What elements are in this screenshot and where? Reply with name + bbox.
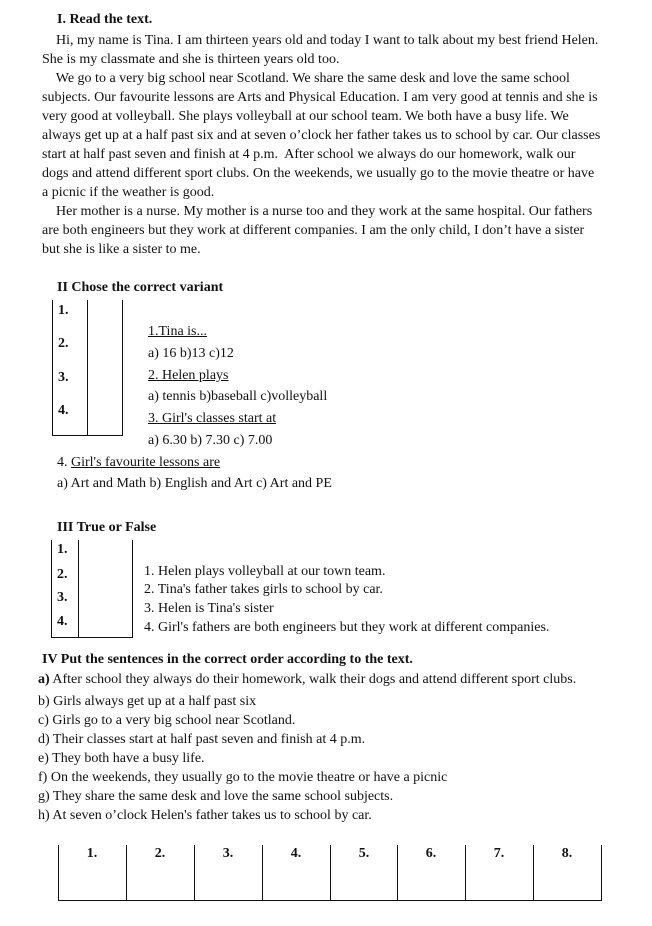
answer-input-2[interactable] (90, 332, 124, 358)
question-4-number: 4. (57, 455, 71, 470)
sentence-letter: f) (38, 770, 48, 785)
statement-3: 3. Helen is Tina's sister (144, 601, 274, 616)
question-3-options: a) 6.30 b) 7.30 c) 7.00 (148, 433, 273, 448)
column-number: 4. (290, 846, 302, 861)
row-number: 4. (58, 403, 69, 418)
text-line: dogs and attend different sport clubs. On the weekends, we usually go to the movie theatre or have (42, 166, 595, 181)
row-number: 1. (57, 542, 68, 557)
true-false-input-1[interactable] (81, 539, 133, 563)
text-line: very good at volleyball. She plays volleyball at our school team. We both have a busy life. We (42, 109, 569, 124)
row-number: 4. (57, 614, 68, 629)
order-answer-input-1[interactable] (61, 868, 127, 898)
question-2: 2. Helen plays (148, 368, 229, 383)
column-number: 8. (561, 846, 573, 861)
row-number: 3. (58, 370, 69, 385)
section-1-title: I. Read the text. (57, 12, 153, 27)
sentence-item (38, 731, 365, 749)
sentence-text: Girls always get up at a half past six (49, 694, 257, 709)
sentence-item (38, 712, 295, 730)
text-line: Hi, my name is Tina. I am thirteen years old and today I want to talk about my best friend Helen. (42, 33, 599, 48)
text-line: but she is like a sister to me. (42, 242, 201, 257)
sentence-text: They share the same desk and love the same school subjects. (49, 789, 394, 804)
sentence-letter: d) (38, 732, 50, 747)
table-border (51, 540, 52, 638)
table-border (52, 435, 123, 436)
column-number: 2. (154, 846, 166, 861)
statement-1: 1. Helen plays volleyball at our town team. (144, 564, 386, 579)
order-answer-input-7[interactable] (468, 868, 534, 898)
row-number: 1. (58, 303, 69, 318)
question-4-text: Girl's favourite lessons are (71, 455, 221, 470)
sentence-letter: e) (38, 751, 49, 766)
sentence-item (38, 671, 576, 689)
sentence-letter: h) (38, 808, 50, 823)
order-answer-input-2[interactable] (129, 868, 195, 898)
section-3-title: III True or False (57, 520, 157, 535)
order-answer-input-6[interactable] (400, 868, 466, 898)
section-2-title: II Chose the correct variant (57, 280, 224, 295)
answer-input-3[interactable] (90, 366, 124, 392)
true-false-input-3[interactable] (81, 587, 133, 611)
sentence-text: On the weekends, they usually go to the movie theatre or have a picnic (47, 770, 448, 785)
column-number: 3. (222, 846, 234, 861)
statement-2: 2. Tina's father takes girls to school by car. (144, 582, 383, 597)
sentence-letter: c) (38, 713, 49, 728)
sentence-text: Girls go to a very big school near Scotland. (48, 713, 296, 728)
sentence-text: After school they always do their homework, walk their dogs and attend different sport clubs. (49, 672, 577, 687)
text-line: a picnic if the weather is good. (42, 185, 215, 200)
sentence-text: They both have a busy life. (48, 751, 205, 766)
question-4 (57, 454, 220, 472)
question-3: 3. Girl's classes start at (148, 411, 277, 426)
sentence-item (38, 693, 256, 711)
true-false-input-4[interactable] (81, 611, 133, 635)
section-4-title: IV Put the sentences in the correct order according to the text. (42, 652, 413, 667)
table-border (51, 637, 133, 638)
table-border (58, 900, 602, 901)
sentence-item (38, 750, 205, 768)
text-line: Her mother is a nurse. My mother is a nurse too and they work at the same hospital. Our fathers (42, 204, 593, 219)
question-2-options: a) tennis b)baseball c)volleyball (148, 389, 328, 404)
sentence-item (38, 769, 447, 787)
question-4-options: a) Art and Math b) English and Art c) Art and PE (57, 476, 332, 491)
sentence-text: At seven o’clock Helen's father takes us to school by car. (49, 808, 372, 823)
column-number: 7. (493, 846, 505, 861)
text-line: subjects. Our favourite lessons are Arts and Physical Education. I am very good at tennis and she is (42, 90, 598, 105)
statement-4: 4. Girl's fathers are both engineers but they work at different companies. (144, 620, 550, 635)
text-line: are both engineers but they work at different companies. I am the only child, I don’t have a sister (42, 223, 585, 238)
text-line: start at half past seven and finish at 4 p.m. After school we always do our homework, walk our (42, 147, 576, 162)
sentence-text: Their classes start at half past seven and finish at 4 p.m. (49, 732, 366, 747)
order-answer-input-5[interactable] (333, 868, 399, 898)
reading-text (42, 31, 600, 259)
order-answer-input-8[interactable] (536, 868, 602, 898)
row-number: 2. (58, 336, 69, 351)
answer-input-1[interactable] (90, 299, 124, 325)
table-border (78, 540, 79, 638)
text-line: always get up at a half past six and at seven o’clock her father takes us to school by car. Our classes (42, 128, 601, 143)
column-number: 1. (86, 846, 98, 861)
row-number: 2. (57, 567, 68, 582)
sentence-letter: g) (38, 789, 50, 804)
text-line: We go to a very big school near Scotland. We share the same desk and love the same school (42, 71, 570, 86)
sentence-letter: a) (38, 672, 50, 687)
column-number: 6. (425, 846, 437, 861)
answer-input-4[interactable] (90, 399, 124, 425)
text-line: She is my classmate and she is thirteen years old too. (42, 52, 340, 67)
sentence-item (38, 807, 372, 825)
row-number: 3. (57, 590, 68, 605)
true-false-input-2[interactable] (81, 564, 133, 588)
question-1-options: a) 16 b)13 c)12 (148, 346, 234, 361)
table-border (87, 300, 88, 436)
question-1: 1.Tina is... (148, 324, 208, 339)
column-number: 5. (358, 846, 370, 861)
order-answer-input-3[interactable] (197, 868, 263, 898)
table-border (52, 300, 53, 436)
sentence-letter: b) (38, 694, 50, 709)
order-answer-input-4[interactable] (265, 868, 331, 898)
sentence-item (38, 788, 393, 806)
